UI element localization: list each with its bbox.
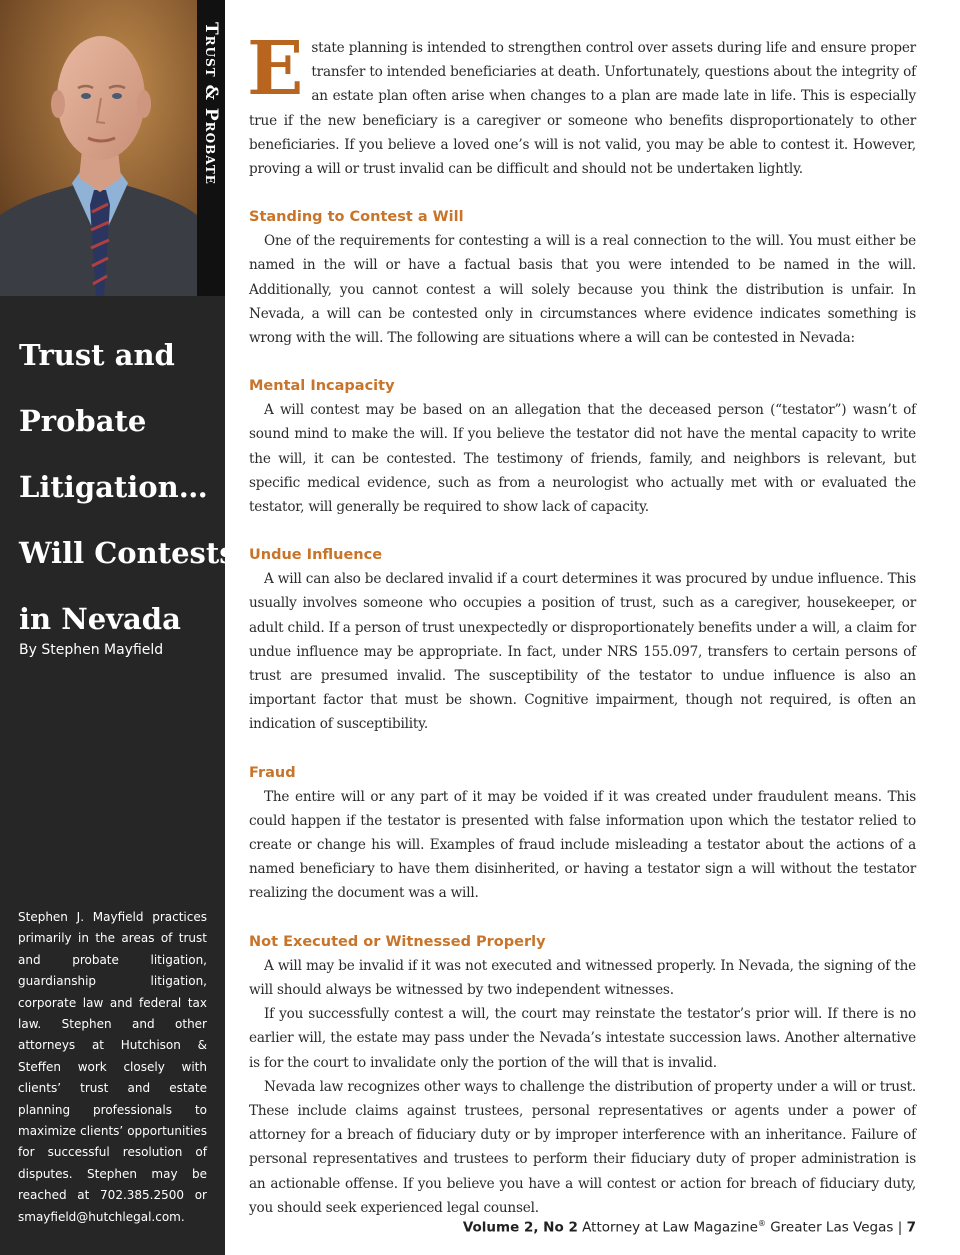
headline-line: Will Contests bbox=[19, 536, 236, 570]
section-paragraph: The entire will or any part of it may be voided if it was created under fraudulent means. This could happen if the testator is presented with false information upon which the testator relied to create or change his will. Examples of fraud include misleading a testator about the actions of a named beneficiary to have them disinherited, or having a testator sign a will without the testator realizing the document was a will. bbox=[249, 788, 916, 902]
section-heading: Mental Incapacity bbox=[249, 378, 395, 395]
footer-volume: Volume 2, No 2 bbox=[462, 1219, 578, 1236]
author-bio: Stephen J. Mayfield practices primarily in the areas of trust and probate litigation, guardianship litigation, corporate law and federal tax law. Stephen and other attorneys at Hutchison & Steffen work closely with clients’ trust and estate planning professionals to maximize clients’ opportunities for successful resolution of disputes. Stephen may be reached at 702.385.2500 or smayfield@hutchlegal.com. bbox=[18, 910, 207, 1224]
page-number: 7 bbox=[906, 1219, 916, 1236]
intro-paragraph bbox=[247, 26, 916, 181]
section-paragraph: One of the requirements for contesting a will is a real connection to the will. You must either be named in the will or have a factual basis that you were intended to be named in the will. Additionally, you cannot contest a will solely because you think the distribution is unfair. In Nevada, a will can be contested only in circumstances where evidence indicates something is wrong with the will. The following are situations where a will can be contested in Nevada: bbox=[249, 233, 916, 347]
section-tab bbox=[197, 0, 225, 296]
headline-line: Probate bbox=[19, 404, 147, 438]
section-paragraph: Nevada law recognizes other ways to challenge the distribution of property under a will or trust. These include claims against trustees, personal representatives or agents under a power of attorney for a breach of fiduciary duty or by improper interference with an inheritance. Failure of personal representatives and trustees to perform their fiduciary duty of proper administration is an actionable offense. If you believe you have a will contest or action for breach of fiduciary duty, you should seek experienced legal counsel. bbox=[249, 1078, 916, 1216]
section-paragraph: If you successfully contest a will, the court may reinstate the testator’s prior will. If there is no earlier will, the estate may pass under the Nevada’s intestate succession laws. Another alternative is for the court to invalidate only the portion of the will that is invalid. bbox=[249, 1006, 916, 1071]
footer-edition: Greater Las Vegas bbox=[770, 1219, 894, 1236]
headline-line: Trust and bbox=[19, 338, 175, 372]
byline: By Stephen Mayfield bbox=[19, 642, 164, 658]
section-heading: Fraud bbox=[249, 764, 296, 781]
headline-line: in Nevada bbox=[19, 602, 181, 636]
article-body bbox=[247, 26, 916, 1220]
section-paragraph: A will contest may be based on an allegation that the deceased person (“testator”) wasn’t of sound mind to make the will. If you believe the testator did not have the mental capacity to write the will, it can be contested. The testimony of friends, family, and neighbors is relevant, but specific medical evidence, such as from a neurologist who actually met with or evaluated the testator, will generally be required to show lack of capacity. bbox=[249, 402, 916, 516]
section-heading: Not Executed or Witnessed Properly bbox=[249, 933, 546, 950]
footer-magazine: Attorney at Law Magazine bbox=[582, 1219, 758, 1236]
intro-text: state planning is intended to strengthen control over assets during life and ensure proper transfer to intended beneficiaries at death. Unfortunately, questions about the integrity of an estate plan often arise when changes to a plan are made late in life. This is especially true if the new beneficiary is a caregiver or someone who benefits disproportionately to other beneficiaries. If you believe a loved one’s will is not valid, you may be able to contest it. However, proving a will or trust invalid can be difficult and should not be undertaken lightly. bbox=[249, 40, 916, 178]
footer-registered-mark: ® bbox=[757, 1219, 766, 1228]
footer-separator: | bbox=[897, 1219, 903, 1236]
section-paragraph: A will can also be declared invalid if a court determines it was procured by undue influence. This usually involves someone who occupies a position of trust, such as a caregiver, housekeeper, or adult child. If a person of trust unexpectedly or disproportionately benefits under a will, a claim for undue influence may be appropriate. In fact, under NRS 155.097, transfers to certain persons of trust are presumed invalid. The susceptibility of the testator to undue influence is also an important factor that must be shown. Cognitive impairment, though not required, is often an indication of susceptibility. bbox=[249, 571, 916, 733]
drop-cap: E bbox=[247, 26, 304, 112]
article-headline bbox=[19, 322, 236, 652]
section-paragraph: A will may be invalid if it was not executed and witnessed properly. In Nevada, the signing of the will should always be witnessed by two independent witnesses. bbox=[249, 957, 916, 998]
headline-line: Litigation… bbox=[19, 470, 208, 504]
section-heading: Standing to Contest a Will bbox=[249, 209, 464, 226]
section-tab-label: Trust & Probate bbox=[201, 22, 221, 185]
author-portrait-image bbox=[0, 0, 197, 296]
sidebar bbox=[0, 0, 236, 1255]
author-photo bbox=[0, 0, 197, 296]
section-heading: Undue Influence bbox=[249, 547, 383, 564]
page-footer bbox=[463, 1219, 916, 1236]
